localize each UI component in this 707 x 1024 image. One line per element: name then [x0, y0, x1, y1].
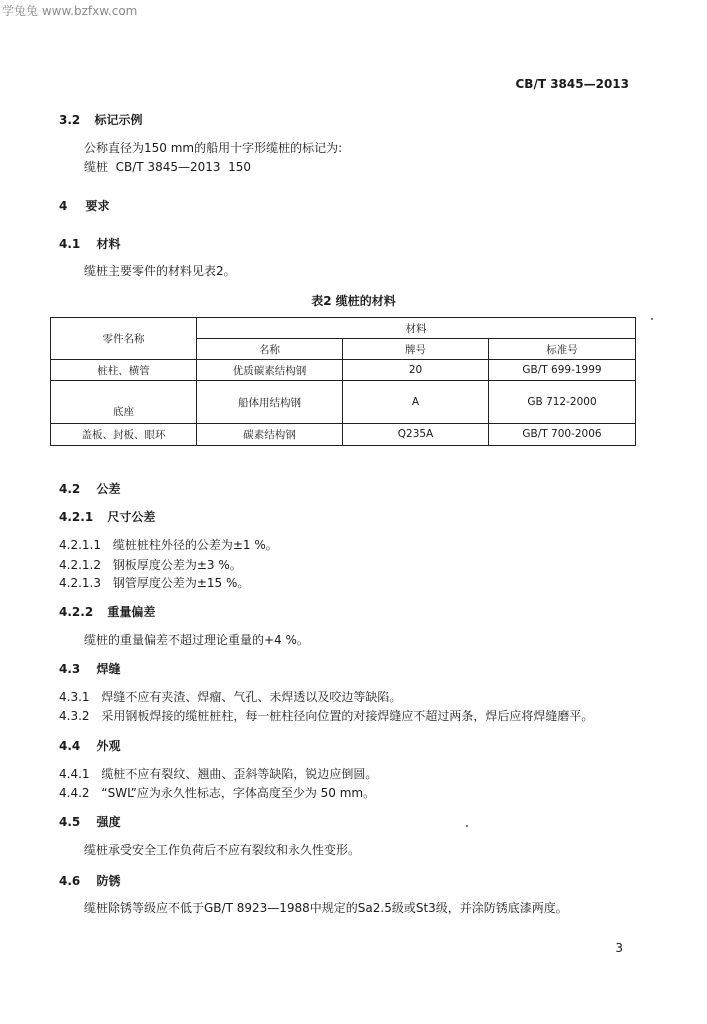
section-number: 4.2.1 [59, 510, 94, 524]
scan-speck [651, 318, 653, 320]
section-number: 3.2 [59, 113, 81, 127]
section-title: 焊缝 [96, 662, 121, 676]
list-item [59, 707, 593, 724]
item-text: “SWL”应为永久性标志，字体高度至少为 50 mm。 [101, 786, 376, 800]
item-text: 缆桩桩柱外径的公差为±1 %。 [112, 538, 278, 552]
marking-example-intro: 公称直径为150 mm的船用十字形缆桩的标记为: [84, 141, 343, 155]
cell-standard: GB 712-2000 [489, 381, 636, 423]
section-title: 强度 [96, 815, 121, 829]
rust-protection-text: 缆桩除锈等级应不低于GB/T 8923—1988中规定的Sa2.5级或St3级，并涂防锈底漆两度。 [84, 901, 568, 915]
header-material: 材料 [197, 318, 636, 339]
list-item [59, 765, 377, 782]
page-number: 3 [615, 941, 623, 955]
item-text: 钢板厚度公差为±3 %。 [112, 558, 242, 572]
header-name: 名称 [197, 339, 343, 360]
header-grade: 牌号 [343, 339, 489, 360]
section-4-2-heading [59, 480, 120, 497]
cell-grade: Q235A [343, 423, 489, 445]
section-title: 标记示例 [94, 113, 143, 127]
cell-name: 优质碳素结构钢 [197, 360, 343, 381]
section-title: 防锈 [96, 874, 121, 888]
cell-standard: GB/T 699-1999 [489, 360, 636, 381]
item-number: 4.2.1.2 [59, 558, 101, 572]
section-number: 4.6 [59, 874, 81, 888]
section-3-2-heading [59, 111, 142, 128]
header-standard: 标准号 [489, 339, 636, 360]
material-reference-text: 缆桩主要零件的材料见表2。 [84, 264, 236, 278]
section-4-6-heading [59, 872, 120, 889]
section-4-5-heading [59, 813, 120, 830]
watermark-text: 学兔兔 www.bzfxw.com [2, 4, 138, 18]
section-4-2-2-heading [59, 603, 155, 620]
cell-part: 桩柱、横管 [51, 360, 197, 381]
section-4-heading [59, 197, 110, 214]
table-caption: 表2 缆桩的材料 [311, 294, 396, 308]
table-row [51, 381, 636, 403]
standard-code: CB/T 3845—2013 [515, 77, 629, 91]
cell-grade: 20 [343, 360, 489, 381]
section-4-4-heading [59, 737, 120, 754]
item-number: 4.4.1 [59, 767, 90, 781]
item-number: 4.3.2 [59, 709, 90, 723]
list-item [59, 536, 278, 553]
list-item [59, 556, 242, 573]
cell-grade: A [343, 381, 489, 423]
strength-text: 缆桩承受安全工作负荷后不应有裂纹和永久性变形。 [84, 843, 361, 857]
section-number: 4.3 [59, 662, 81, 676]
item-number: 4.4.2 [59, 786, 90, 800]
item-text: 钢管厚度公差为±15 %。 [112, 576, 250, 590]
section-title: 公差 [96, 482, 121, 496]
section-4-1-heading [59, 235, 120, 252]
section-number: 4.4 [59, 739, 81, 753]
list-item [59, 688, 401, 705]
section-title: 尺寸公差 [107, 510, 156, 524]
section-title: 外观 [96, 739, 121, 753]
item-text: 缆桩不应有裂纹、翘曲、歪斜等缺陷，锐边应倒圆。 [101, 767, 378, 781]
section-title: 材料 [96, 237, 121, 251]
section-title: 要求 [85, 199, 110, 213]
section-number: 4.5 [59, 815, 81, 829]
section-4-2-1-heading [59, 508, 155, 525]
section-number: 4.2 [59, 482, 81, 496]
table-row [51, 423, 636, 445]
item-text: 焊缝不应有夹渣、焊瘤、气孔、未焊透以及咬边等缺陷。 [101, 690, 402, 704]
cell-part: 底座 [51, 381, 197, 423]
materials-table [50, 317, 636, 446]
item-number: 4.2.1.1 [59, 538, 101, 552]
table-header-row [51, 318, 636, 339]
section-title: 重量偏差 [107, 605, 156, 619]
table-row [51, 360, 636, 381]
cell-standard: GB/T 700-2006 [489, 423, 636, 445]
cell-name: 碳素结构钢 [197, 423, 343, 445]
item-number: 4.3.1 [59, 690, 90, 704]
scan-speck [466, 825, 468, 827]
list-item [59, 574, 249, 591]
cell-part: 盖板、封板、眼环 [51, 423, 197, 445]
item-text: 采用钢板焊接的缆桩桩柱，每一桩柱径向位置的对接焊缝应不超过两条，焊后应将焊缝磨平。 [101, 709, 594, 723]
weight-deviation-text: 缆桩的重量偏差不超过理论重量的+4 %。 [84, 633, 309, 647]
section-4-3-heading [59, 660, 120, 677]
cell-name: 船体用结构钢 [197, 381, 343, 423]
header-part-name: 零件名称 [51, 318, 197, 360]
section-number: 4 [59, 199, 68, 213]
list-item [59, 784, 375, 801]
section-number: 4.2.2 [59, 605, 94, 619]
section-number: 4.1 [59, 237, 81, 251]
marking-example-code: 缆桩 CB/T 3845—2013 150 [84, 160, 252, 174]
item-number: 4.2.1.3 [59, 576, 101, 590]
